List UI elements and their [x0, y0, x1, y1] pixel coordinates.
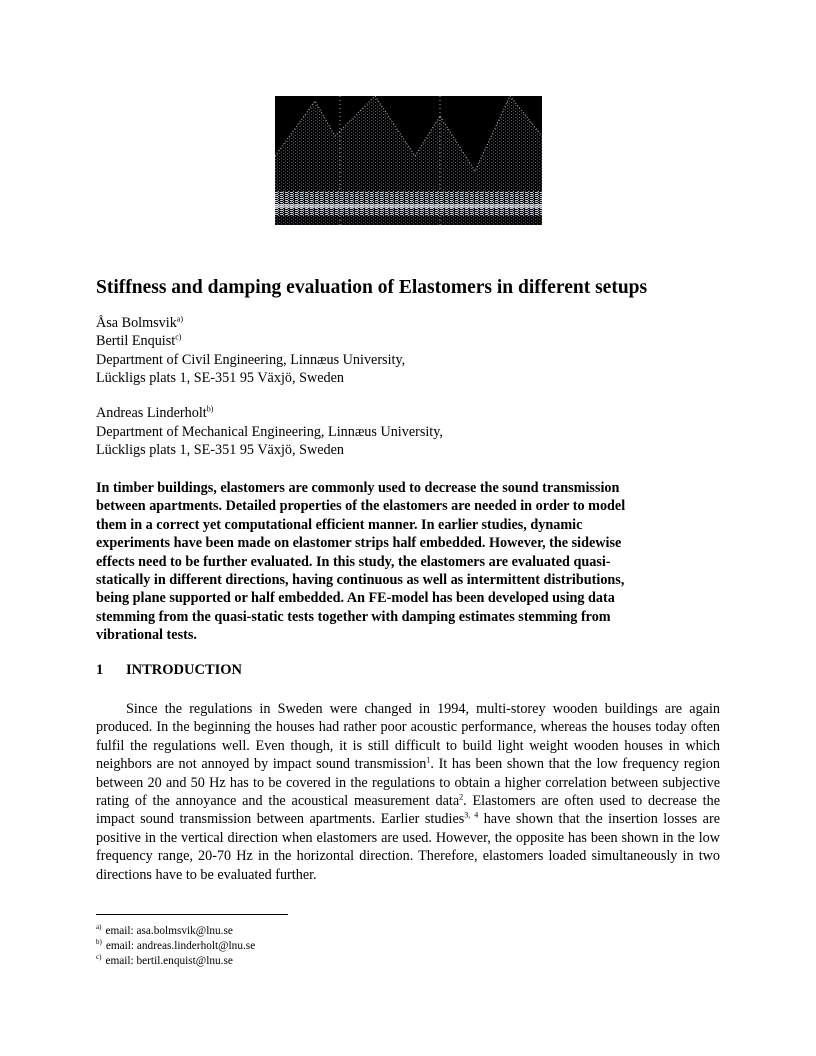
author-line — [96, 314, 183, 332]
footnote-text: email: andreas.linderholt@lnu.se — [105, 940, 256, 952]
footnote-label: b) — [96, 938, 102, 947]
footnote-text: email: bertil.enquist@lnu.se — [105, 955, 233, 967]
author-affil-mark: c) — [175, 332, 182, 342]
abstract-line: them in a correct yet computational efficient manner. In earlier studies, dynamic — [96, 516, 583, 533]
affiliation-address: Lückligs plats 1, SE-351 95 Växjö, Sweden — [96, 442, 344, 458]
footnote — [96, 954, 233, 968]
intro-text: . It has been shown that the low frequency region between 20 and 50 Hz has to be covered in the regulations to obtain a higher correlation between subjective rating of the annoyance and the acoustical measurement data — [96, 756, 720, 810]
footnote — [96, 939, 255, 953]
author-name: Bertil Enquist — [96, 333, 176, 349]
section-number: 1 — [96, 662, 104, 678]
intro-text: Since the regulations in Sweden were changed in 1994, multi-storey wooden buildings are again produced. In the beginning the houses had rather poor acoustic performance, whereas the houses today often fulfil the regulations well. Even though, it is still difficult to build light weight wooden houses in which neighbors are not annoyed by impact sound transmission — [96, 701, 720, 773]
footnote-label: c) — [96, 953, 102, 962]
affiliation-department: Department of Civil Engineering, Linnæus University, — [96, 352, 406, 368]
abstract — [96, 479, 724, 645]
abstract-line: effects need to be further evaluated. In this study, the elastomers are evaluated quasi- — [96, 553, 611, 570]
abstract-line: between apartments. Detailed properties of the elastomers are needed in order to model — [96, 498, 626, 515]
citation-ref: 1 — [426, 755, 431, 765]
abstract-line: vibrational tests. — [96, 627, 197, 644]
section-title: INTRODUCTION — [126, 662, 243, 678]
intro-text: have shown that the insertion losses are positive in the vertical direction when elastomers are used. However, the opposite has been shown in the low frequency range, 20-70 Hz in the horizontal direction. Therefore, elastomers loaded simultaneously in two directions have to be evaluated further. — [96, 811, 720, 883]
author-affil-mark: a) — [176, 314, 184, 324]
intro-paragraph — [96, 700, 720, 884]
footnote-label: a) — [96, 923, 102, 932]
footnote-divider — [96, 914, 288, 915]
abstract-line: In timber buildings, elastomers are commonly used to decrease the sound transmission — [96, 480, 620, 496]
author-line — [96, 332, 181, 350]
footnote — [96, 924, 233, 938]
intro-text: . Elastomers are often used to decrease the impact sound transmission between apartments. Earlier studies — [96, 793, 720, 828]
abstract-line: stemming from the quasi-static tests together with damping estimates stemming from — [96, 608, 611, 625]
author-line — [96, 404, 213, 422]
paper-title: Stiffness and damping evaluation of Elastomers in different setups — [96, 277, 648, 298]
abstract-line: statically in different directions, having continuous as well as intermittent distributions, — [96, 572, 625, 589]
header-banner-image — [275, 96, 542, 225]
author-name: Andreas Linderholt — [96, 405, 207, 421]
author-affil-mark: b) — [206, 404, 214, 414]
section-heading — [96, 662, 242, 679]
footnote-text: email: asa.bolmsvik@lnu.se — [105, 925, 233, 937]
spectrogram-graphic — [275, 96, 542, 225]
citation-ref: 3, 4 — [464, 810, 479, 820]
affiliation-address: Lückligs plats 1, SE-351 95 Växjö, Sweden — [96, 370, 344, 386]
abstract-line: experiments have been made on elastomer strips half embedded. However, the sidewise — [96, 535, 622, 552]
citation-ref: 2 — [459, 792, 464, 802]
affiliation-department: Department of Mechanical Engineering, Linnæus University, — [96, 424, 443, 440]
author-name: Åsa Bolmsvik — [96, 315, 177, 331]
abstract-line: being plane supported or half embedded. An FE-model has been developed using data — [96, 590, 615, 607]
